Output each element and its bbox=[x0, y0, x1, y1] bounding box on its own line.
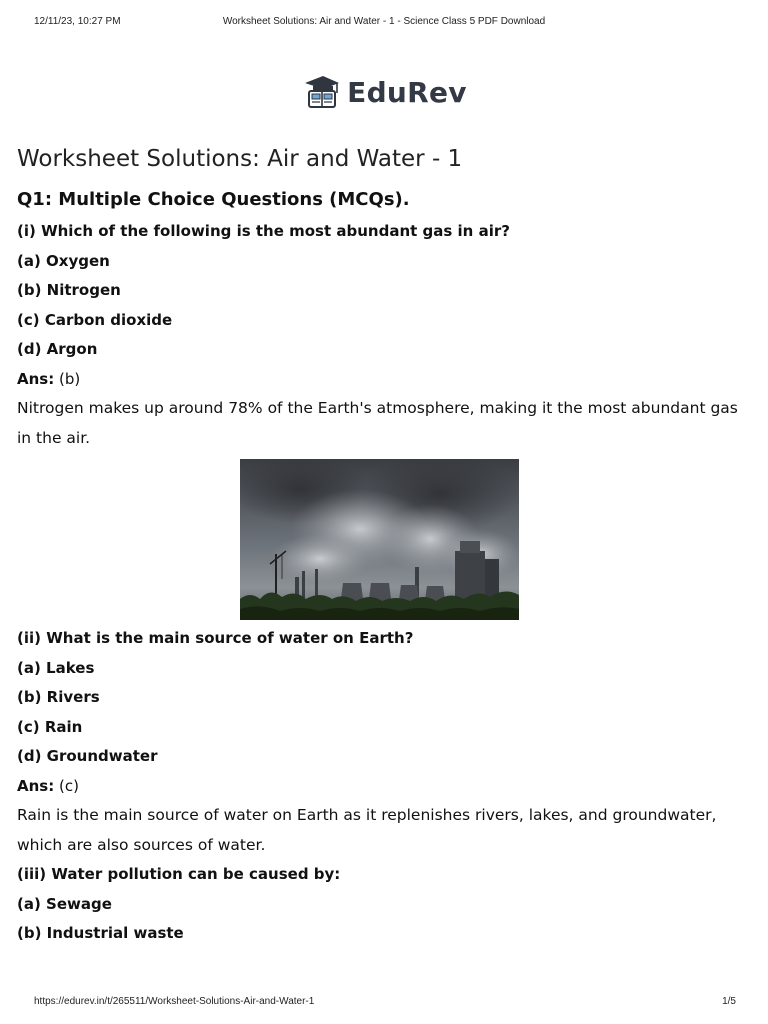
answer-explanation: Rain is the main source of water on Earth as it replenishes rivers, lakes, and groundwater, which are also sources of water. bbox=[17, 806, 717, 854]
answer-explanation: Nitrogen makes up around 78% of the Earth's atmosphere, making it the most abundant gas in the air. bbox=[17, 399, 738, 447]
print-page-title: Worksheet Solutions: Air and Water - 1 - Science Class 5 PDF Download bbox=[222, 16, 546, 27]
edurev-logo[interactable] bbox=[0, 72, 768, 112]
print-date: 12/11/23, 10:27 PM bbox=[34, 16, 121, 27]
option-d: (d) Argon bbox=[17, 340, 98, 358]
option-a: (a) Oxygen bbox=[17, 251, 110, 270]
option-b: (b) Rivers bbox=[17, 688, 100, 706]
question-text: (ii) What is the main source of water on Earth? bbox=[17, 629, 414, 647]
document-content bbox=[17, 143, 742, 949]
logo-text: EduRev bbox=[347, 75, 467, 109]
answer-label: Ans: bbox=[17, 369, 55, 388]
option-b: (b) Nitrogen bbox=[17, 281, 121, 299]
option-c: (c) Carbon dioxide bbox=[17, 310, 173, 329]
graduate-cap-book-icon bbox=[301, 73, 341, 111]
section-heading: Q1: Multiple Choice Questions (MCQs). bbox=[17, 189, 410, 210]
document-title: Worksheet Solutions: Air and Water - 1 bbox=[17, 146, 463, 172]
question-block-3 bbox=[17, 860, 742, 949]
question-block-2 bbox=[17, 624, 742, 860]
print-header bbox=[0, 16, 768, 30]
option-a: (a) Sewage bbox=[17, 894, 112, 913]
answer-value: (c) bbox=[54, 776, 79, 795]
option-d: (d) Groundwater bbox=[17, 747, 158, 765]
print-url[interactable]: https://edurev.in/t/265511/Worksheet-Solutions-Air-and-Water-1 bbox=[34, 996, 315, 1007]
option-a: (a) Lakes bbox=[17, 658, 95, 677]
answer-line bbox=[17, 365, 742, 395]
print-footer bbox=[0, 996, 768, 1010]
answer-label: Ans: bbox=[17, 776, 55, 795]
question-text: (iii) Water pollution can be caused by: bbox=[17, 865, 341, 883]
page-number: 1/5 bbox=[722, 996, 736, 1007]
factory-pollution-image bbox=[240, 459, 519, 620]
option-c: (c) Rain bbox=[17, 717, 83, 736]
question-block-1 bbox=[17, 217, 742, 453]
question-text: (i) Which of the following is the most abundant gas in air? bbox=[17, 222, 510, 240]
pollution-figure bbox=[17, 459, 742, 620]
answer-value: (b) bbox=[54, 369, 81, 388]
answer-line bbox=[17, 772, 742, 802]
option-b: (b) Industrial waste bbox=[17, 924, 184, 942]
